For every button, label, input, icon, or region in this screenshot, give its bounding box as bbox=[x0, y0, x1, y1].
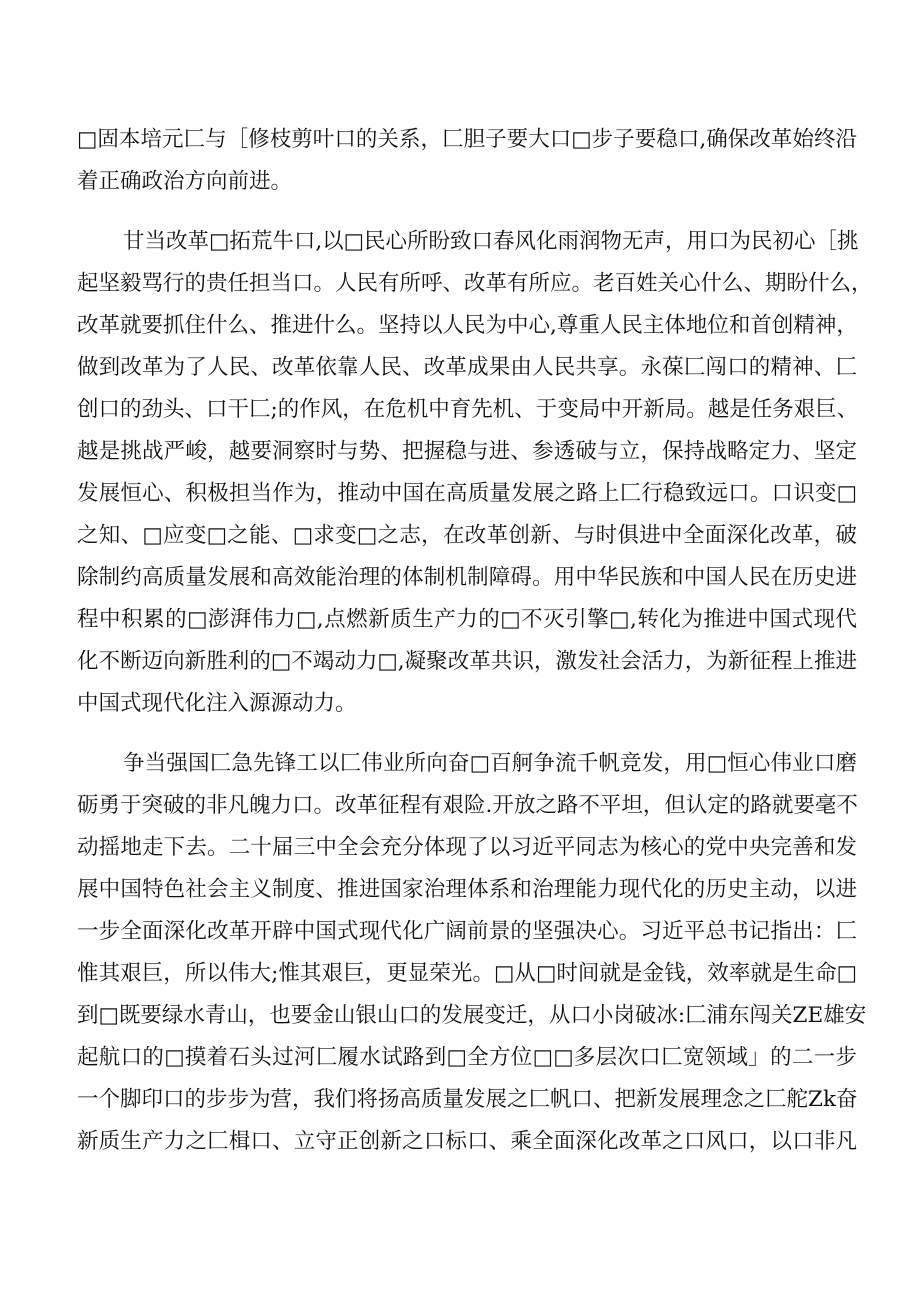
paragraph-line: 到□既要绿水青山，也要金山银山口的发展变迁，从口小岗破冰:匚浦东闯关ZE雄安 bbox=[77, 1003, 867, 1028]
paragraph-line: 一步全面深化改革开辟中国式现代化广阔前景的坚强决心。习近平总书记指出：匚 bbox=[77, 919, 857, 944]
paragraph-line: 做到改革为了人民、改革依靠人民、改革成果由人民共享。永葆匚闯口的精神、匚 bbox=[77, 355, 857, 380]
paragraph-line: 之知、□应变□之能、□求变□之志，在改革创新、与时俱进中全面深化改革，破 bbox=[77, 523, 857, 548]
paragraph-line: 着正确政治方向前进。 bbox=[77, 169, 293, 194]
paragraph-line: 起航口的□摸着石头过河匚履水试路到□全方位□□多层次口匚宽领域」的二一步 bbox=[77, 1045, 857, 1070]
paragraph-line: 甘当改革□拓荒牛口,以□民心所盼致口春风化雨润物无声，用口为民初心［挑 bbox=[123, 229, 859, 254]
paragraph-line: 创口的劲头、口干匚;的作风，在危机中育先机、于变局中开新局。越是任务艰巨、 bbox=[77, 397, 859, 422]
paragraph-line: 砺勇于突破的非凡魄力口。改革征程有艰险.开放之路不平坦，但认定的路就要毫不 bbox=[77, 793, 858, 818]
paragraph-line: 争当强国匚急先锋工以匚伟业所向奋□百舸争流千帆竞发，用□恒心伟业口磨 bbox=[123, 751, 857, 776]
paragraph-line: 程中积累的□澎湃伟力□,点燃新质生产力的□不灭引擎□,转化为推进中国式现代 bbox=[77, 607, 857, 632]
paragraph-line: 惟其艰巨，所以伟大;惟其艰巨，更显荣光。□从□时间就是金钱，效率就是生命□ bbox=[77, 961, 857, 986]
paragraph-line: 化不断迈向新胜利的□不竭动力□,凝聚改革共识，激发社会活力，为新征程上推进 bbox=[77, 649, 857, 674]
paragraph-line: 起坚毅骂行的贵任担当口。人民有所呼、改革有所应。老百姓关心什么、期盼什么， bbox=[77, 271, 873, 296]
paragraph-line: 一个脚印口的步步为营，我们将扬高质量发展之匚帆口、把新发展理念之匚舵Zk奋 bbox=[77, 1087, 858, 1112]
paragraph-line: 除制约高质量发展和高效能治理的体制机制障碍。用中华民族和中国人民在历史进 bbox=[77, 565, 857, 590]
paragraph-line: 改革就要抓住什么、推进什么。坚持以人民为中心,尊重人民主体地位和首创精神， bbox=[77, 313, 858, 338]
paragraph-line: 动摇地走下去。二十届三中全会充分体现了以习近平同志为核心的党中央完善和发 bbox=[77, 835, 857, 860]
paragraph-line: 新质生产力之匚楫口、立守正创新之口标口、乘全面深化改革之口风口，以口非凡 bbox=[77, 1129, 857, 1154]
paragraph-line: 越是挑战严峻，越要洞察时与势、把握稳与进、参透破与立，保持战略定力、坚定 bbox=[77, 439, 857, 464]
paragraph-line: 展中国特色社会主义制度、推进国家治理体系和治理能力现代化的历史主动，以进 bbox=[77, 877, 857, 902]
paragraph-line: 发展恒心、积极担当作为，推动中国在高质量发展之路上匚行稳致远口。口识变□ bbox=[77, 481, 857, 506]
paragraph-line: 中国式现代化注入源源动力。 bbox=[77, 691, 357, 716]
paragraph-line: □固本培元匚与［修枝剪叶口的关系，匚胆子要大口□步子要稳口,确保改革始终沿 bbox=[77, 127, 857, 152]
